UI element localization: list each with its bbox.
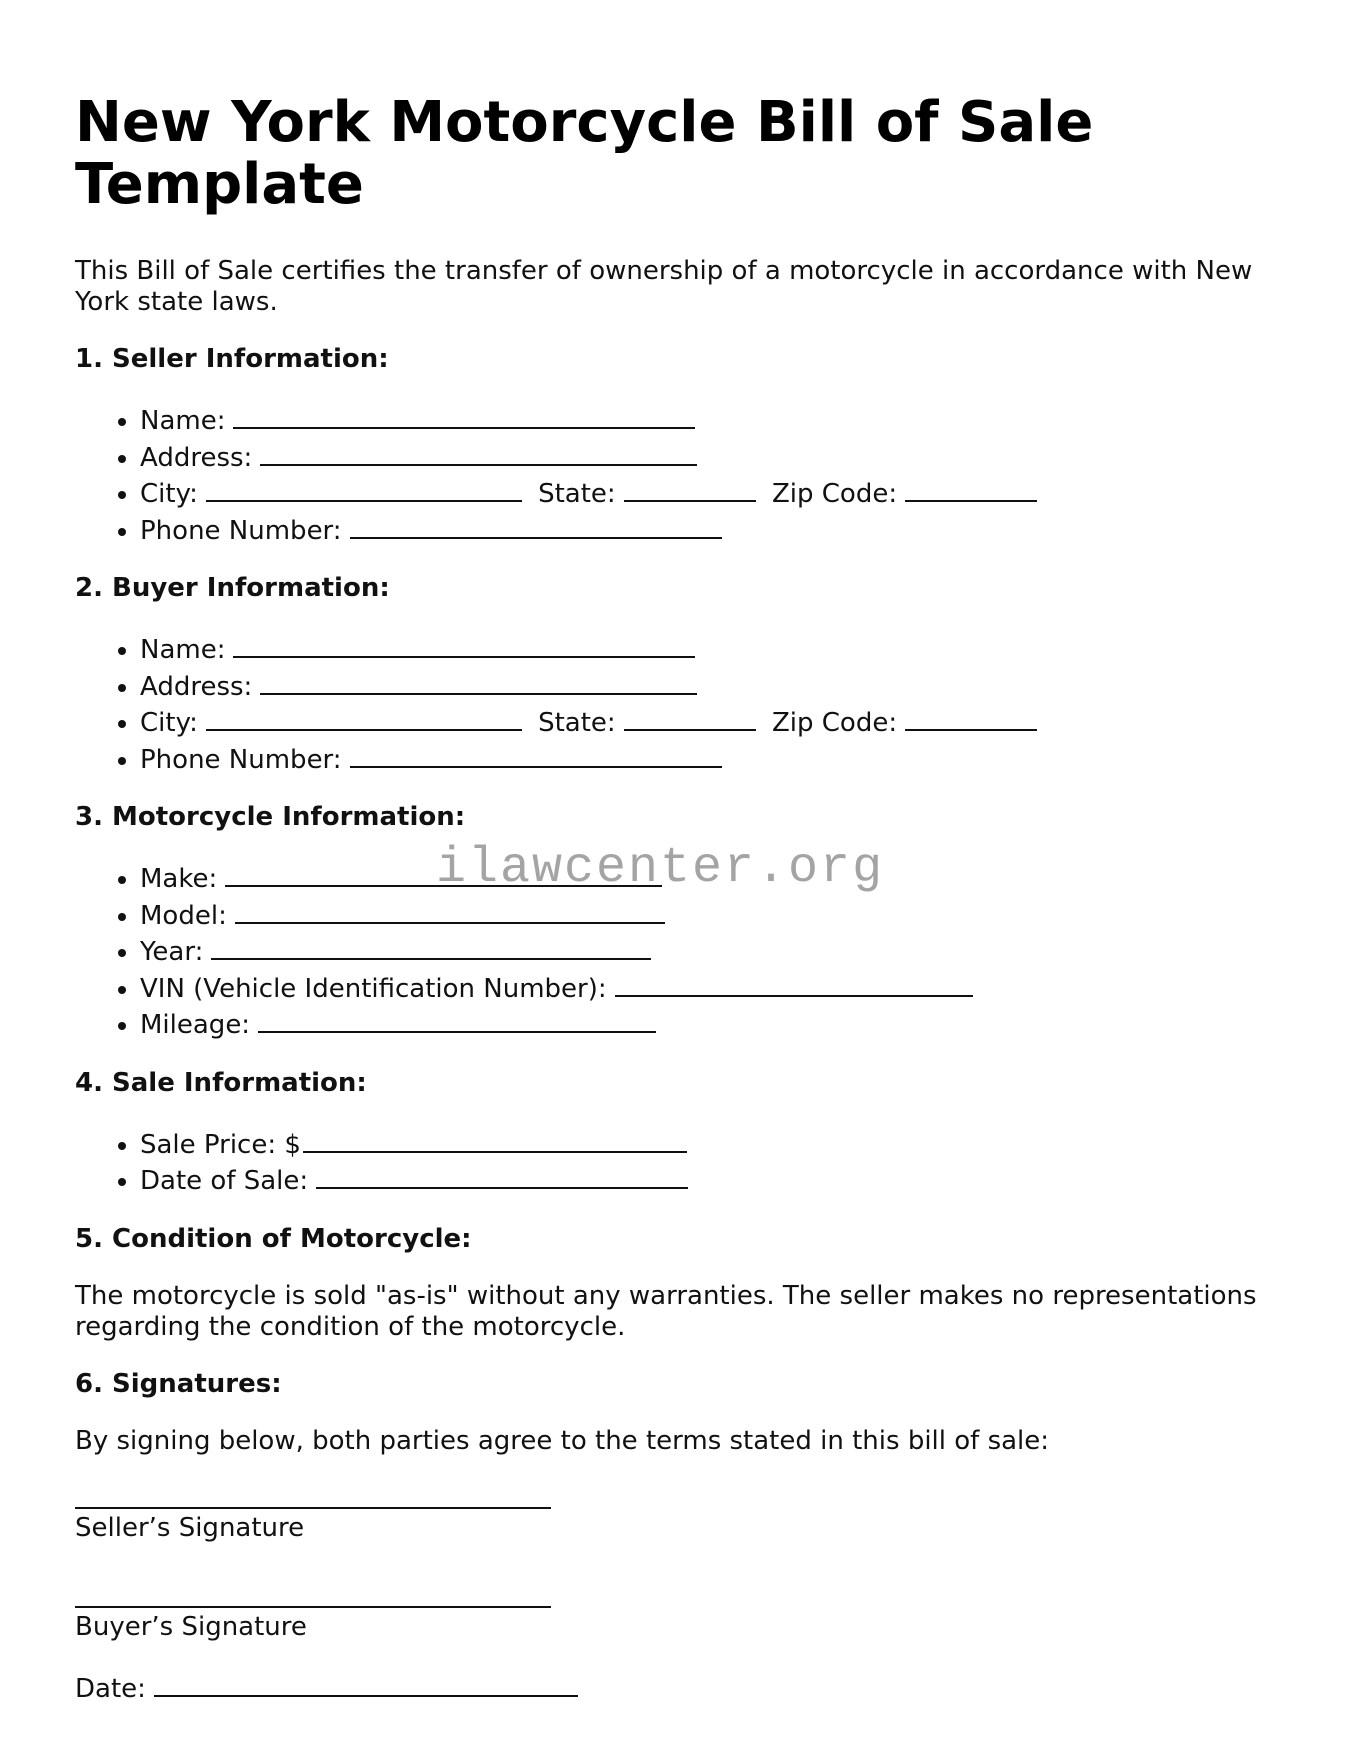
buyer-address-label: Address: [140,671,253,702]
model-label: Model: [140,900,227,931]
seller-zip-field[interactable] [905,474,1037,502]
buyer-name-label: Name: [140,635,226,665]
seller-address-label: Address: [140,442,253,473]
buyer-address-field[interactable] [260,667,697,695]
year-label: Year: [140,937,204,967]
signatures-paragraph: By signing below, both parties agree to the terms stated in this bill of sale: [75,1425,1050,1456]
list-item [140,896,1290,933]
buyer-zip-field[interactable] [905,703,1037,731]
model-field[interactable] [235,896,665,924]
document-page [75,92,1290,1705]
list-item [140,474,1290,511]
watermark-text: ilawcenter.org [436,840,885,897]
buyer-phone-label: Phone Number: [140,744,342,775]
buyer-state-label: State: [538,708,616,738]
make-label: Make: [140,864,218,894]
seller-city-field[interactable] [206,474,522,502]
seller-fields-list [75,401,1290,547]
list-item [140,969,1290,1006]
signature-date-field[interactable] [154,1669,578,1697]
buyer-fields-list [75,630,1290,776]
list-item [140,740,1290,777]
mileage-label: Mileage: [140,1010,251,1040]
list-item [140,401,1290,438]
buyer-city-field[interactable] [206,703,522,731]
buyer-signature-field[interactable] [75,1604,551,1608]
seller-signature-label: Seller’s Signature [75,1512,305,1543]
seller-state-field[interactable] [624,474,756,502]
sale-date-label: Date of Sale: [140,1166,309,1196]
intro-paragraph: This Bill of Sale certifies the transfer of ownership of a motorcycle in accordance with New York state laws. [75,256,1253,317]
list-item [140,630,1290,667]
list-item [140,1005,1290,1042]
sale-section-heading: 4. Sale Information: [75,1067,367,1098]
sale-date-field[interactable] [316,1161,688,1189]
sale-price-field[interactable] [303,1125,687,1153]
list-item [140,511,1290,548]
list-item [140,1125,1290,1162]
mileage-field[interactable] [258,1005,656,1033]
seller-name-label: Name: [140,406,226,436]
seller-zip-label: Zip Code: [771,479,898,509]
buyer-signature-label: Buyer’s Signature [75,1611,307,1642]
seller-state-label: State: [538,479,616,509]
sale-price-label: Sale Price: $ [140,1129,301,1160]
buyer-name-field[interactable] [233,630,695,658]
buyer-signature-block [75,1604,1290,1643]
buyer-city-label: City: [140,708,198,738]
seller-name-field[interactable] [233,401,695,429]
buyer-zip-label: Zip Code: [771,708,898,738]
seller-phone-field[interactable] [350,511,722,539]
list-item [140,932,1290,969]
page-title: New York Motorcycle Bill of Sale Template [75,90,1094,217]
signatures-section-heading: 6. Signatures: [75,1368,282,1399]
buyer-phone-field[interactable] [350,740,722,768]
condition-section-heading: 5. Condition of Motorcycle: [75,1223,472,1254]
seller-signature-field[interactable] [75,1505,551,1509]
seller-city-label: City: [140,479,198,509]
motorcycle-section-heading: 3. Motorcycle Information: [75,802,466,832]
signature-date-label: Date: [75,1673,146,1704]
seller-section-heading: 1. Seller Information: [75,344,389,374]
list-item [140,859,1290,896]
seller-address-field[interactable] [260,438,697,466]
motorcycle-fields-list [75,859,1290,1042]
vin-field[interactable] [615,969,973,997]
year-field[interactable] [211,932,651,960]
list-item [140,667,1290,704]
vin-label: VIN (Vehicle Identification Number): [140,973,607,1004]
sale-fields-list [75,1125,1290,1198]
list-item [140,703,1290,740]
condition-paragraph: The motorcycle is sold "as-is" without any warranties. The seller makes no representations regarding the condition of the motorcycle. [75,1280,1257,1342]
list-item [140,438,1290,475]
seller-phone-label: Phone Number: [140,515,342,546]
make-field[interactable] [225,859,662,887]
signature-date-row [75,1669,1290,1705]
seller-signature-block [75,1505,1290,1544]
list-item [140,1161,1290,1198]
buyer-section-heading: 2. Buyer Information: [75,573,390,603]
buyer-state-field[interactable] [624,703,756,731]
